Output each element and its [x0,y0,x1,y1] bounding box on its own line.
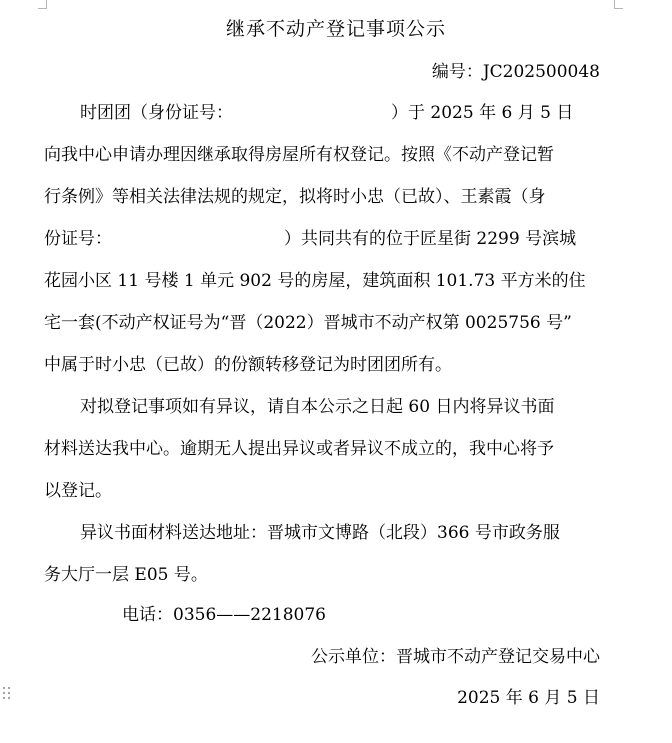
issuing-unit: 公示单位：晋城市不动产登记交易中心 [311,647,600,667]
paragraph-2-line-1: 对拟登记事项如有异议，请自本公示之日起 60 日内将异议书面 [80,397,555,417]
paragraph-1-line-5: 花园小区 11 号楼 1 单元 902 号的房屋，建筑面积 101.73 平方米的住 [44,271,586,291]
paragraph-2-line-3: 以登记。 [44,481,112,501]
crop-mark-top-right [614,0,623,9]
paragraph-3-line-2: 务大厅一层 E05 号。 [44,565,208,585]
paragraph-1-line-6: 宅一套(不动产权证号为“晋（2022）晋城市不动产权第 0025756 号” [44,313,572,333]
paragraph-1-line-1 [80,101,573,125]
drag-handle-icon[interactable] [2,686,12,700]
paragraph-3-line-1: 异议书面材料送达地址：晋城市文博路（北段）366 号市政务服 [80,523,560,543]
property-location-text: ）共同共有的位于匠星街 2299 号滨城 [284,229,577,249]
paragraph-1-line-3: 行条例》等相关法律法规的规定，拟将时小忠（已故）、王素霞（身 [44,187,546,207]
serial-number: 编号：JC202500048 [431,62,600,82]
phone-number: 电话：0356——2218076 [122,605,326,625]
paragraph-1-line-2: 向我中心申请办理因继承取得房屋所有权登记。按照《不动产登记暂 [44,145,554,165]
application-date-text: ）于 2025 年 6 月 5 日 [391,103,574,123]
paragraph-1-line-4 [44,227,576,251]
paragraph-2-line-2: 材料送达我中心。逾期无人提出异议或者异议不成立的，我中心将予 [44,439,554,459]
applicant-label: 时团团（身份证号： [80,103,233,123]
crop-mark-top-left [38,0,47,9]
document-title: 继承不动产登记事项公示 [225,18,446,40]
co-owner-id-label: 份证号： [44,229,112,249]
notice-date: 2025 年 6 月 5 日 [457,688,600,708]
paragraph-1-line-7: 中属于时小忠（已故）的份额转移登记为时团团所有。 [44,355,452,375]
